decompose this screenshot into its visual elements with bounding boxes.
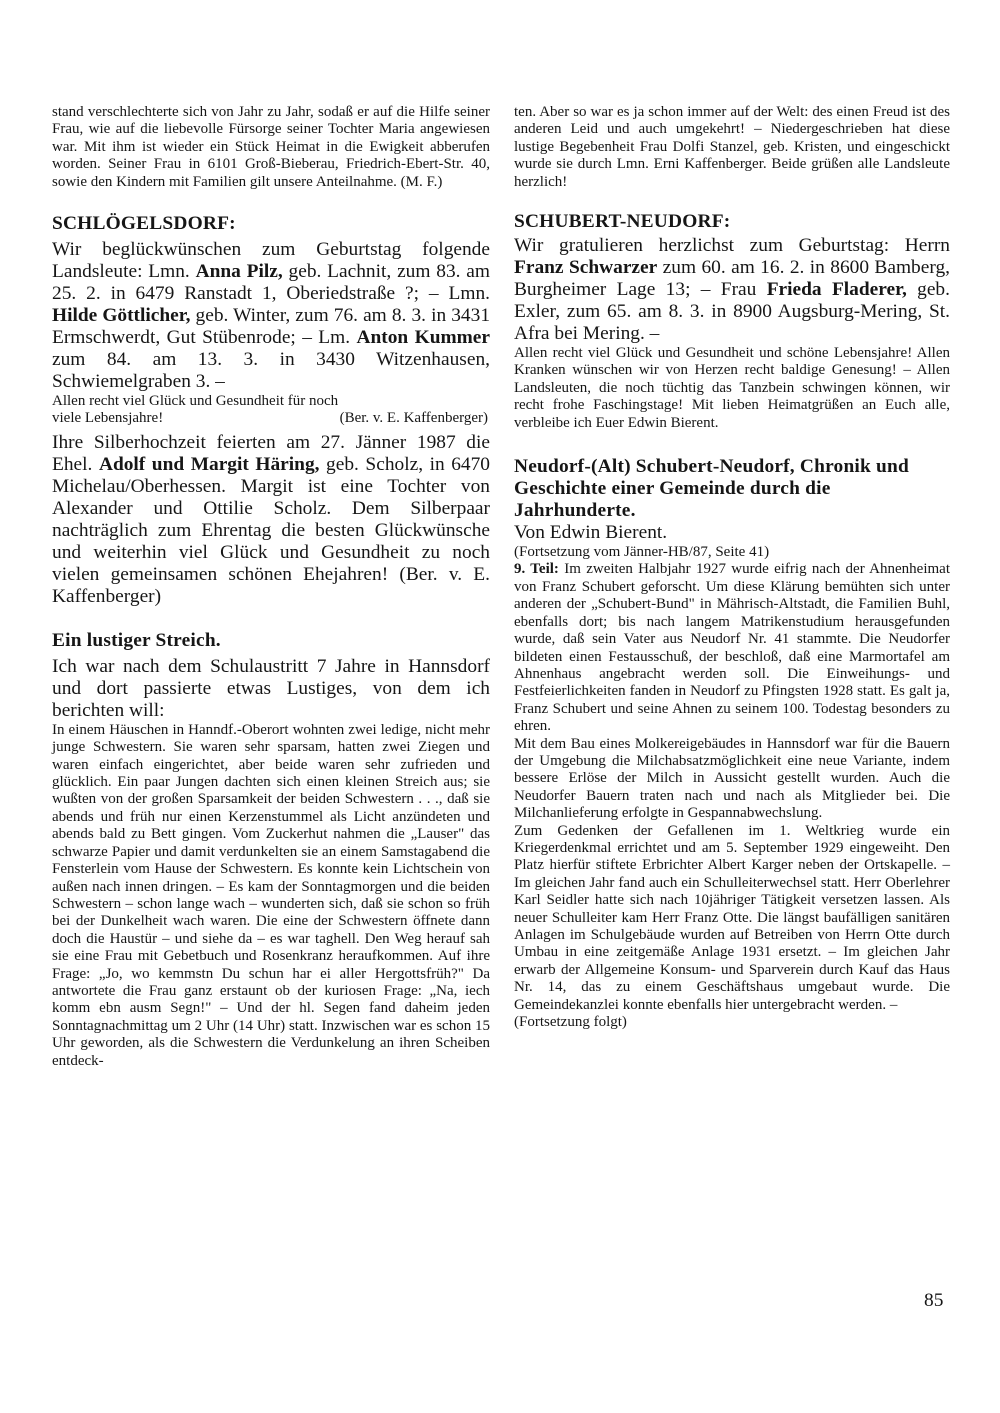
person-name: Anton Kummer	[356, 327, 490, 349]
birthday-announcement: Wir beglückwünschen zum Geburtstag folgende Landsleute: Lmn. Anna Pilz, geb. Lachnit, zum 83. am 25. 2. in 6479 Ranstadt 1, Oberiedstraße ?; – Lmn. Hilde Göttlicher, geb. Winter, zum 76. am 8. 3. in 3431 Ermschwerdt, Gut Stübenrode; – Lm. Anton Kummer zum 84. am 13. 3. in 3430 Witzenhausen, Schwiemelgraben 3. –	[52, 239, 491, 393]
greetings-paragraph: Allen recht viel Glück und Gesundheit und schöne Lebensjahre! Allen Kranken wünschen wir von Herzen recht baldige Genesung! – Allen Landsleuten, die noch tüchtig das Tanzbein schwingen können, wir recht frohe Faschingstage! Mit lieben Heimatgrüßen an Euch alle, verbleibe ich Euer Edwin Bierent.	[514, 345, 950, 431]
part-label: 9. Teil:	[514, 561, 559, 578]
to-be-continued: (Fortsetzung folgt)	[514, 1014, 627, 1031]
chronicle-part-9: 9. Teil: Im zweiten Halbjahr 1927 wurde eifrig nach der Ahnenheimat von Franz Schubert geforscht. Um diese Klärung bemühten sich unter anderen der „Schubert-Bund" in Mährisch-Altstadt, die Familien Buhl, ebenfalls dort; bis nach langem Matrikenstudium herausgefunden wurde, daß sein Vater aus Neudorf Nr. 41 stammte. Die Neudorfer bildeten einen Festausschuß, der beschloß, daß eine Marmortafel am Ahnenhaus angebracht werden soll. Die Einweihungs- und Festfeierlichkeiten fanden in Neudorf zu Pfingsten 1928 statt. Es galt ja, Franz Schubert und seine Ahnen zu seinem 100. Todestag besonders zu ehren.	[514, 561, 950, 735]
section-heading-streich: Ein lustiger Streich.	[52, 629, 221, 651]
birthday-congratulations: Wir gratulieren herzlichst zum Geburtstag: Herrn Franz Schwarzer zum 60. am 16. 2. in 8600 Bamberg, Burgheimer Lage 13; – Frau Frieda Fladerer, geb. Exler, zum 65. am 8. 3. in 8900 Augsburg-Mering, St. Afra bei Mering. –	[514, 235, 951, 345]
chronicle-continuation-note: (Fortsetzung vom Jänner-HB/87, Seite 41)	[514, 544, 770, 561]
person-name: Hilde Göttlicher,	[52, 305, 191, 327]
person-name: Frieda Fladerer,	[766, 279, 907, 301]
person-name: Anna Pilz,	[195, 261, 283, 283]
story-body: In einem Häuschen in Hanndf.-Oberort wohnten zwei ledige, nicht mehr junge Schwestern. Sie waren sehr sparsam, hatten zwei Ziegen und waren einfach eingerichtet, aber beide waren sehr zufrieden und glücklich. Ein paar Jungen dachten sich einen kleinen Streich aus; sie wußten von der großen Sparsamkeit der beiden Schwestern . . ., daß sie abends und früh nur einen Kerzenstummel als Licht anzündeten und abends bald zu Bett gingen. Vom Zuckerhut nahmen die „Lauser" das schwarze Papier und damit verdunkelten sie an einem Samstagabend die Fensterlein vom Hause der Schwestern. Es konnte kein Lichtschein von außen nach innen dringen. – Es kam der Sonntagmorgen und die beiden Schwestern – schon lange wach – wunderten sich, daß sie schon so früh bei der Dunkelheit wach waren. Die eine der Schwestern öffnete dann doch die Haustür – und siehe da – es war taghell. Den Weg herauf sah sie eine Frau mit Gebetbuch und Rosenkranz heraufkommen. Auf ihre Frage: „Jo, wo kemmstn Du schun har ei aller Hergottsfrüh?" Da antwortete die Frau ganz erstaunt ob der kuriosen Frage: „Na, iech komm ebn ausm Segn!" – Und der hl. Segen fand daheim jeden Sonntagnachmittag um 2 Uhr (14 Uhr) statt. Inzwischen war es schon 15 Uhr geworden, als die Schwestern die Verdunkelung an ihren Scheiben entdeck-	[52, 721, 490, 1069]
section-heading-schloegelsdorf: SCHLÖGELSDORF:	[52, 213, 236, 235]
person-name: Franz Schwarzer	[514, 257, 658, 279]
birthday-wishes-end: viele Lebensjahre!	[52, 410, 164, 427]
left-column	[52, 104, 490, 1070]
report-credit: (Ber. v. E. Kaffenberger)	[339, 410, 488, 427]
chronicle-author: Von Edwin Bierent.	[514, 522, 668, 544]
silver-wedding-announcement: Ihre Silberhochzeit feierten am 27. Jänner 1987 die Ehel. Adolf und Margit Häring, geb. Scholz, in 6470 Michelau/Oberhessen. Margit ist eine Tochter von Alexander und Ottilie Scholz. Dem Silberpaar nachträglich zum Ehrentag die besten Glückwünsche und weiterhin viel Glück und Gesundheit zu noch vielen gemeinsamen schönen Ehejahren! (Ber. v. E. Kaffenberger)	[52, 431, 491, 607]
page-number: 85	[924, 1290, 944, 1311]
birthday-wishes: Allen recht viel Glück und Gesundheit für noch	[52, 393, 339, 410]
story-intro: Ich war nach dem Schulaustritt 7 Jahre in Hannsdorf und dort passierte etwas Lustiges, von dem ich berichten will:	[52, 655, 490, 721]
birthday-credit-line	[52, 410, 490, 427]
chronicle-dairy-paragraph: Mit dem Bau eines Molkereigebäudes in Hannsdorf war für die Bauern der Umgebung die Milchabsatzmöglichkeit eine neue Variante, indem bessere Erlöse der Milch in Aussicht gestellt wurden. Auch die Neudorfer Bauern traten nach und nach als Mitglieder bei. Die Milchanlieferung erfolgte in Gespannabwechslung.	[514, 735, 950, 822]
right-column	[514, 104, 950, 1031]
chronicle-heading: Neudorf-(Alt) Schubert-Neudorf, Chronik und Geschichte einer Gemeinde durch die Jahrhunderte.	[514, 456, 910, 522]
couple-name: Adolf und Margit Häring,	[98, 453, 320, 475]
obituary-continuation: stand verschlechterte sich von Jahr zu Jahr, sodaß er auf die Hilfe seiner Frau, wie auf die liebevolle Fürsorge seiner Tochter Maria angewiesen war. Mit ihm ist wieder ein Stück Heimat in die Ewigkeit abberufen worden. Seiner Frau in 6101 Groß-Bieberau, Friedrich-Ebert-Str. 40, sowie den Kindern mit Familien gilt unsere Anteilnahme. (M. F.)	[52, 104, 490, 190]
chronicle-memorial-paragraph: Zum Gedenken der Gefallenen im 1. Weltkrieg wurde ein Kriegerdenkmal errichtet und am 5. September 1929 eingeweiht. Den Platz hierfür stiftete Erbrichter Albert Karger neben der Ortskapelle. – Im gleichen Jahr fand auch ein Schulleiterwechsel statt. Herr Oberlehrer Karl Seidler hatte sich nach 10jähriger Tätigkeit versetzen lassen. Als neuer Schulleiter kam Herr Franz Otte. Die längst baufälligen sanitären Anlagen im Schulgebäude wurden auf Betreiben von Herrn Otte durch Umbau in eine zeitgemäße Anlage 1931 ersetzt. – Im gleichen Jahr erwarb der Allgemeine Konsum- und Sparverein durch Kauf das Haus Nr. 14, das zu einem Geschäftshaus umgebaut wurde. Die Gemeindekanzlei konnte ebenfalls hier untergebracht werden. –	[514, 822, 950, 1013]
story-continuation: ten. Aber so war es ja schon immer auf der Welt: des einen Freud ist des anderen Leid und auch umgekehrt! – Niedergeschrieben hat diese lustige Begebenheit Frau Dolfi Stanzel, geb. Kristen, und eingeschickt wurde sie durch Lmn. Erni Kaffenberger. Beide grüßen alle Landsleute herzlich!	[514, 104, 950, 190]
section-heading-schubert-neudorf: SCHUBERT-NEUDORF:	[514, 211, 731, 233]
